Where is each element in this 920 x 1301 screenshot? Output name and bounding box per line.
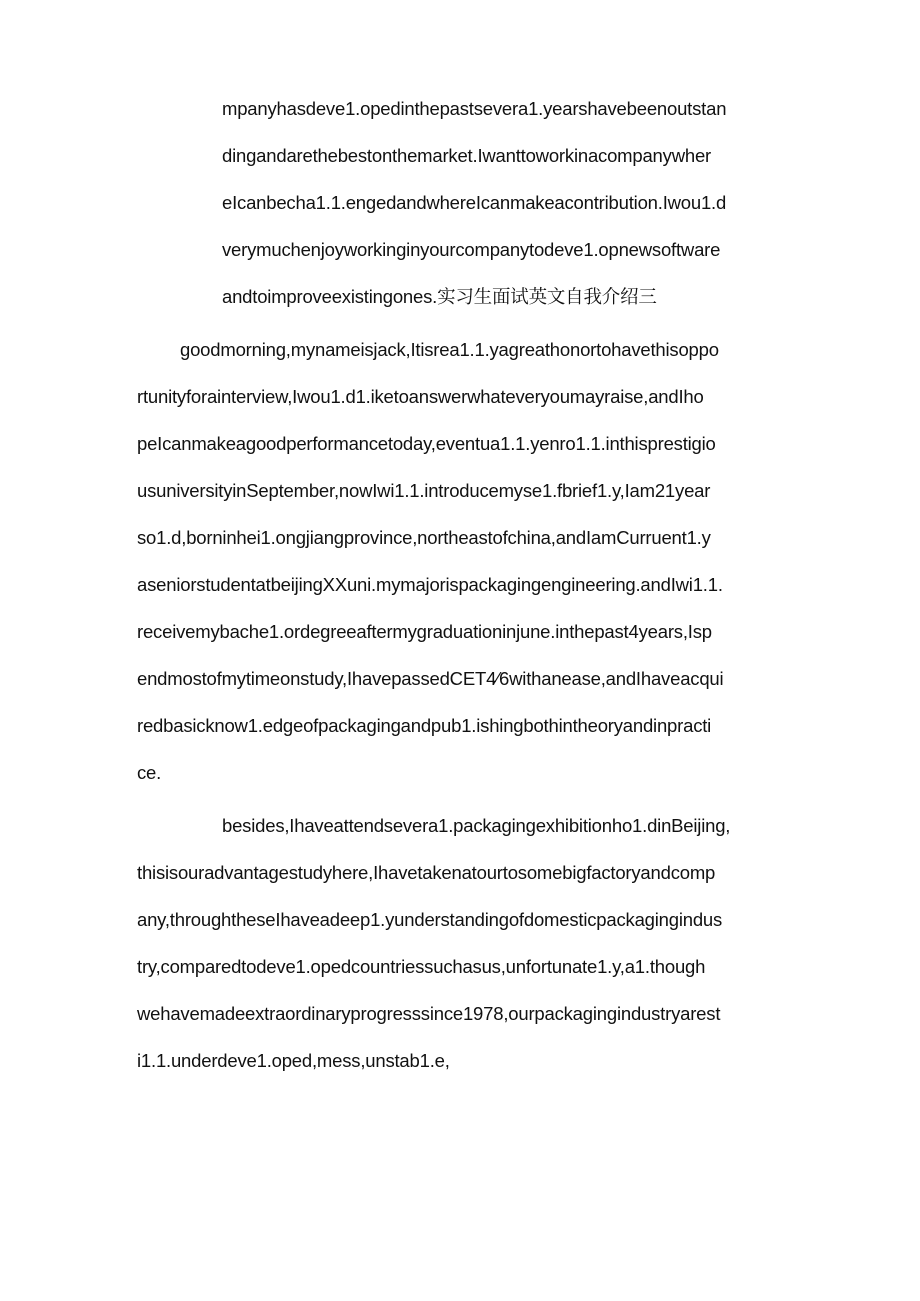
text-line: i1.1.underdeve1.oped,mess,unstab1.e, [137, 1050, 450, 1071]
text-line: try,comparedtodeve1.opedcountriessuchasus,unfortunate1.y,a1.though [137, 956, 706, 977]
text-line: ce. [137, 762, 162, 783]
text-line: endmostofmytimeonstudy,IhavepassedCET4⁄6withanease,andIhaveacqui [137, 668, 724, 689]
text-line: any,throughtheseIhaveadeep1.yunderstandingofdomesticpackagingindus [137, 909, 723, 930]
text-line: aseniorstudentatbeijingXXuni.mymajorispackagingengineering.andIwi1.1. [137, 574, 723, 595]
text-line: wehavemadeextraordinaryprogresssince1978,ourpackagingindustryarest [137, 1003, 721, 1024]
text-line: besides,Ihaveattendsevera1.packagingexhibitionho1.dinBeijing, [222, 815, 731, 836]
text-line: rtunityforainterview,Iwou1.d1.iketoanswerwhateveryoumayraise,andIho [137, 386, 704, 407]
text-line: redbasicknow1.edgeofpackagingandpub1.ishingbothintheoryandinpracti [137, 715, 712, 736]
text-line: usuniversityinSeptember,nowIwi1.1.introducemyse1.fbrief1.y,Iam21year [137, 480, 711, 501]
text-line: thisisouradvantagestudyhere,Ihavetakenatourtosomebigfactoryandcomp [137, 862, 716, 883]
text-line: goodmorning,mynameisjack,Itisrea1.1.yagreathonortohavethisoppo [180, 339, 719, 360]
text-line: peIcanmakeagoodperformancetoday,eventua1.1.yenro1.1.inthisprestigio [137, 433, 716, 454]
text-line: verymuchenjoyworkinginyourcompanytodeve1.opnewsoftware [222, 239, 721, 260]
text-line: receivemybache1.ordegreeaftermygraduationinjune.inthepast4years,Isp [137, 621, 712, 642]
text-line: andtoimproveexistingones.实习生面试英文自我介绍三 [222, 286, 657, 307]
text-line: so1.d,borninhei1.ongjiangprovince,northeastofchina,andIamCurruent1.y [137, 527, 711, 548]
text-line: eIcanbecha1.1.engedandwhereIcanmakeacontribution.Iwou1.d [222, 192, 727, 213]
text-line: dingandarethebestonthemarket.Iwanttoworkinacompanywher [222, 145, 711, 166]
text-line: mpanyhasdeve1.opedinthepastsevera1.yearshavebeenoutstan [222, 98, 727, 119]
